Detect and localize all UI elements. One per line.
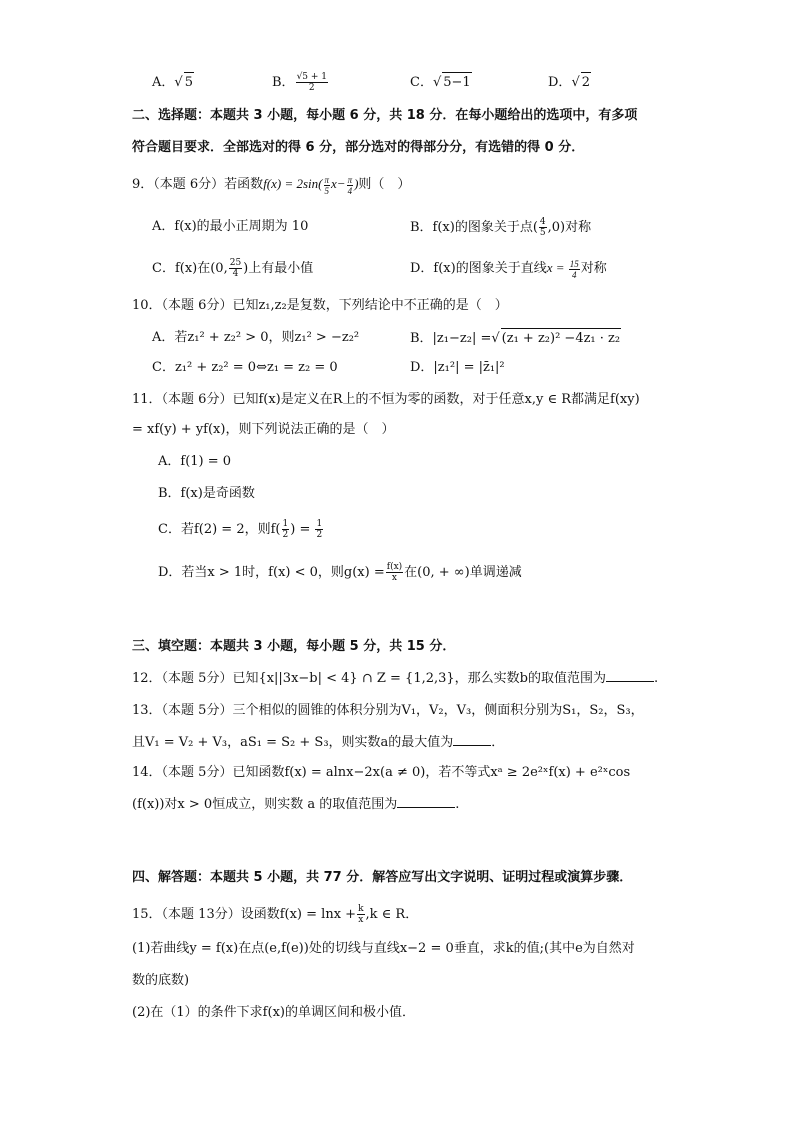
q9-option-d-line: x = $\frac{15}{4}$ [546,258,579,280]
section4-heading: 四、解答题：本题共 5 小题，共 77 分．解答应写出文字说明、证明过程或演算步骤． [132,870,633,885]
q8-option-b-label: B． [272,75,295,90]
q14-answer-blank[interactable] [397,795,455,808]
q8-option-c-value: √ 5−1 [433,75,472,90]
q10-stem: 10．（本题 6分）已知z₁,z₂是复数，下列结论中不正确的是（ ） [132,298,508,313]
q15-stem [132,904,418,925]
q11-option-d-fraction: $\frac{f(x)}{x}$ [386,562,403,583]
q10-option-d[interactable]: D．|z₁²| = |z̄₁|² [410,360,505,375]
q9-prefix: 9．（本题 6分）若函数 [132,177,264,192]
q11-option-c[interactable] [158,519,324,540]
q8-option-c-label: C． [410,75,433,90]
q11-option-c-value: $\frac{1}{2}$ [316,519,323,540]
q8-option-b-fraction: $\frac{√5 + 1}{2}$ [296,72,328,93]
q9-option-b-post: 对称 [565,220,592,235]
q8-option-d-label: D． [548,75,572,90]
q10-option-c[interactable]: C．z₁² + z₂² = 0⇔z₁ = z₂ = 0 [152,360,338,375]
q8-option-d-value: √ 2 [571,75,591,90]
q15-fraction: $\frac{k}{x}$ [358,904,364,925]
q9-option-c-pre: C．f(x)在 [152,261,211,276]
q14-end: . [455,797,460,812]
q12-stem [132,669,658,689]
q8-option-d[interactable] [548,72,591,93]
q9-option-d[interactable] [410,258,607,280]
q9-option-d-post: 对称 [580,261,607,276]
q11-option-c-pre: C．若f(2) = 2，则f [158,522,276,537]
q15-part1-line2: 数的底数) [132,973,190,988]
q15-part2: (2)在（1）的条件下求f(x)的单调区间和极小值． [132,1005,415,1020]
section2-heading-line2: 符合题目要求．全部选对的得 6 分，部分选对的得部分分，有选错的得 0 分． [132,140,585,155]
q11-option-c-eq: = [295,522,315,537]
q13-end: ． [491,735,505,750]
q9-option-c[interactable] [152,258,313,279]
q15-stem-post: ,k ∈ R． [365,907,419,922]
q9-option-d-pre: D．f(x)的图象关于直线 [410,261,547,276]
q10-option-b-pre: B．|z₁−z₂| = [410,331,492,346]
q8-option-a-label: A． [152,75,175,90]
q13-stem-line2 [132,733,504,753]
q9-option-b-point: ( $\frac{4}{5}$ ,0) [532,217,566,238]
q14-stem-line1: 14．（本题 5分）已知函数f(x) = alnx−2x(a ≠ 0)，若不等式xᵃ ≥ 2e²ˣf(x) + e²ˣcos [132,765,631,780]
q10-option-b[interactable] [410,328,621,349]
q12-end: . [654,671,659,686]
q14-line2-text: (f(x))对x > 0恒成立，则实数 a 的取值范围为 [132,797,398,812]
section3-heading: 三、填空题：本题共 3 小题，每小题 5 分，共 15 分． [132,639,456,654]
q13-answer-blank[interactable] [453,733,491,746]
q11-option-d-pre: D．若当x > 1时，f(x) < 0，则g(x) = [158,565,385,580]
q12-text: 12．（本题 5分）已知{x||3x−b| < 4} ∩ Z = {1,2,3}，那么实数b的取值范围为 [132,671,606,686]
q9-option-b[interactable] [410,217,591,238]
q11-option-b[interactable]: B．f(x)是奇函数 [158,486,255,501]
q15-part1-line1: (1)若曲线y = f(x)在点(e,f(e))处的切线与直线x−2 = 0垂直，求k的值;(其中e为自然对 [132,941,635,956]
q9-option-a[interactable]: A．f(x)的最小正周期为 10 [152,219,309,234]
q14-stem-line2 [132,795,459,815]
q11-option-a[interactable]: A．f(1) = 0 [158,454,232,469]
q8-option-a[interactable] [152,72,194,93]
q12-answer-blank[interactable] [606,669,654,682]
q9-option-b-pre: B．f(x)的图象关于点 [410,220,533,235]
q13-line2-text: 且V₁ = V₂ + V₃，aS₁ = S₂ + S₃，则实数a的最大值为 [132,735,454,750]
q9-option-c-interval: (0, $\frac{25}{4}$ ) [210,258,249,279]
q11-option-c-arg: ( $\frac{1}{2}$ ) [275,519,296,540]
q11-option-d-post: 在(0, + ∞)单调递减 [404,565,522,580]
q9-option-c-post: 上有最小值 [248,261,314,276]
q10-option-a[interactable]: A．若z₁² + z₂² > 0，则z₁² > −z₂² [152,330,360,345]
q8-option-b[interactable] [272,72,329,93]
section2-heading-line1: 二、选择题：本题共 3 小题，每小题 6 分，共 18 分．在每小题给出的选项中，有多项 [132,108,638,123]
q11-stem-line1: 11．（本题 6分）已知f(x)是定义在R上的不恒为零的函数，对于任意x,y ∈ R都满足f(xy) [132,392,640,407]
q15-stem-pre: 15．（本题 13分）设函数f(x) = lnx + [132,907,357,922]
q11-option-d[interactable] [158,562,522,583]
q13-stem-line1: 13．（本题 5分）三个相似的圆锥的体积分别为V₁，V₂，V₃，侧面积分别为S₁，S₂，S₃， [132,703,644,718]
q11-stem-line2: = xf(y) + yf(x)，则下列说法正确的是（ ） [132,422,395,437]
q9-stem [132,174,410,196]
q8-option-c[interactable] [410,72,472,93]
q9-suffix: 则（ ） [358,177,411,192]
q8-option-a-value: √ 5 [174,75,194,90]
q10-option-b-radical: √ (z₁ + z₂)² −4z₁ · z₂ [491,331,621,346]
q9-function: f(x) = 2sin( $\frac{\pi}{5}$ x− $\frac{\pi}{4}$ ) [263,174,359,196]
